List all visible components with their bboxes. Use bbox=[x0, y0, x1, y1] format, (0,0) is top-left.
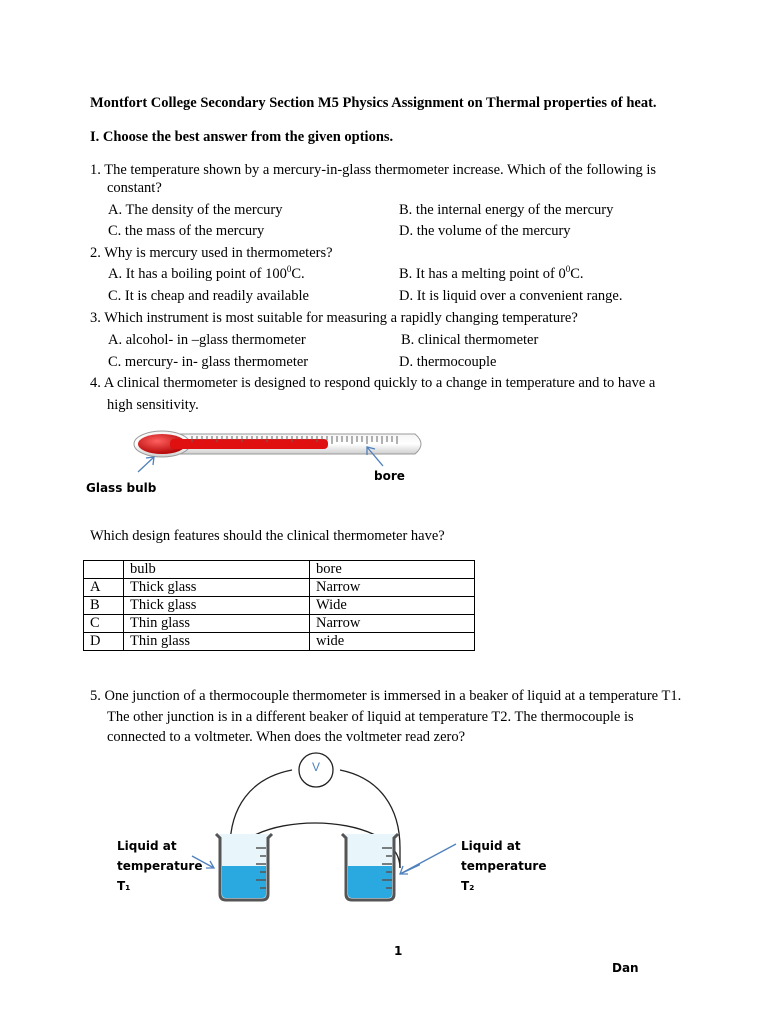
q5-stem: 5. One junction of a thermocouple thermometer is immersed in a beaker of liquid at a temperature T1. bbox=[90, 688, 682, 704]
left-beaker bbox=[216, 834, 272, 900]
left-beaker-label-line3: T₁ bbox=[117, 879, 131, 893]
right-beaker-label-line2: temperature bbox=[461, 859, 547, 873]
q2-option-d: D. It is liquid over a convenient range. bbox=[399, 288, 623, 304]
right-beaker-label-line1: Liquid at bbox=[461, 839, 521, 853]
voltmeter-label: V bbox=[311, 760, 320, 774]
q2-option-b: B. It has a melting point of $0^0C$. bbox=[399, 264, 584, 282]
table-cell: Thick glass bbox=[124, 579, 310, 597]
left-beaker-label-line1: Liquid at bbox=[117, 839, 177, 853]
q1-option-b: B. the internal energy of the mercury bbox=[399, 202, 614, 218]
q2-option-a: A. It has a boiling point of $100^0C$. bbox=[108, 264, 305, 282]
table-cell: A bbox=[84, 579, 124, 597]
glass-bulb-label: Glass bulb bbox=[86, 481, 157, 495]
right-beaker-label-line3: T₂ bbox=[461, 879, 475, 893]
table-cell: C bbox=[84, 615, 124, 633]
table-row bbox=[84, 579, 475, 597]
q3-option-c: C. mercury- in- glass thermometer bbox=[108, 354, 309, 370]
q3-stem: 3. Which instrument is most suitable for measuring a rapidly changing temperature? bbox=[90, 310, 578, 326]
table-row bbox=[84, 597, 475, 615]
q1-option-c: C. the mass of the mercury bbox=[108, 223, 265, 239]
q3-option-d: D. thermocouple bbox=[399, 354, 497, 370]
table-header-cell: bulb bbox=[124, 561, 310, 579]
page-number: 1 bbox=[394, 944, 403, 958]
q1-stem-cont: constant? bbox=[107, 180, 162, 196]
q1-option-a: A. The density of the mercury bbox=[108, 202, 283, 218]
page-title: Montfort College Secondary Section M5 Physics Assignment on Thermal properties of heat. bbox=[90, 95, 657, 111]
table-row bbox=[84, 633, 475, 651]
table-cell: Thick glass bbox=[124, 597, 310, 615]
q4-stem-cont: high sensitivity. bbox=[107, 397, 199, 413]
table-cell: B bbox=[84, 597, 124, 615]
table-cell: Thin glass bbox=[124, 615, 310, 633]
q2-stem: 2. Why is mercury used in thermometers? bbox=[90, 245, 333, 261]
q5-stem-cont-1: The other junction is in a different beaker of liquid at temperature T2. The thermocouple is bbox=[107, 709, 634, 725]
bore-label: bore bbox=[374, 469, 405, 483]
section-heading: I. Choose the best answer from the given options. bbox=[90, 129, 394, 145]
q2-option-c: C. It is cheap and readily available bbox=[108, 288, 309, 304]
table-cell: wide bbox=[310, 633, 475, 651]
bulb-arrow bbox=[138, 457, 154, 472]
right-beaker bbox=[342, 834, 398, 900]
table-cell: Narrow bbox=[310, 615, 475, 633]
table-cell: Narrow bbox=[310, 579, 475, 597]
table-header-row bbox=[84, 561, 475, 579]
left-beaker-label-line2: temperature bbox=[117, 859, 203, 873]
table-row bbox=[84, 615, 475, 633]
q1-stem: 1. The temperature shown by a mercury-in-glass thermometer increase. Which of the following is bbox=[90, 162, 656, 178]
table-cell: Wide bbox=[310, 597, 475, 615]
q4-stem: 4. A clinical thermometer is designed to respond quickly to a change in temperature and to have a bbox=[90, 375, 656, 391]
table-cell: Thin glass bbox=[124, 633, 310, 651]
table-cell: D bbox=[84, 633, 124, 651]
table-header-cell: bore bbox=[310, 561, 475, 579]
table-header-cell bbox=[84, 561, 124, 579]
thermocouple-diagram bbox=[180, 748, 420, 910]
design-features-table bbox=[83, 560, 475, 651]
q5-stem-cont-2: connected to a voltmeter. When does the voltmeter read zero? bbox=[107, 729, 466, 745]
q3-option-b: B. clinical thermometer bbox=[401, 332, 539, 348]
q1-option-d: D. the volume of the mercury bbox=[399, 223, 571, 239]
right-arrow-extension bbox=[398, 842, 460, 876]
q4-question: Which design features should the clinical thermometer have? bbox=[90, 528, 445, 544]
author-name: Dan bbox=[612, 961, 639, 975]
q3-option-a: A. alcohol- in –glass thermometer bbox=[108, 332, 306, 348]
